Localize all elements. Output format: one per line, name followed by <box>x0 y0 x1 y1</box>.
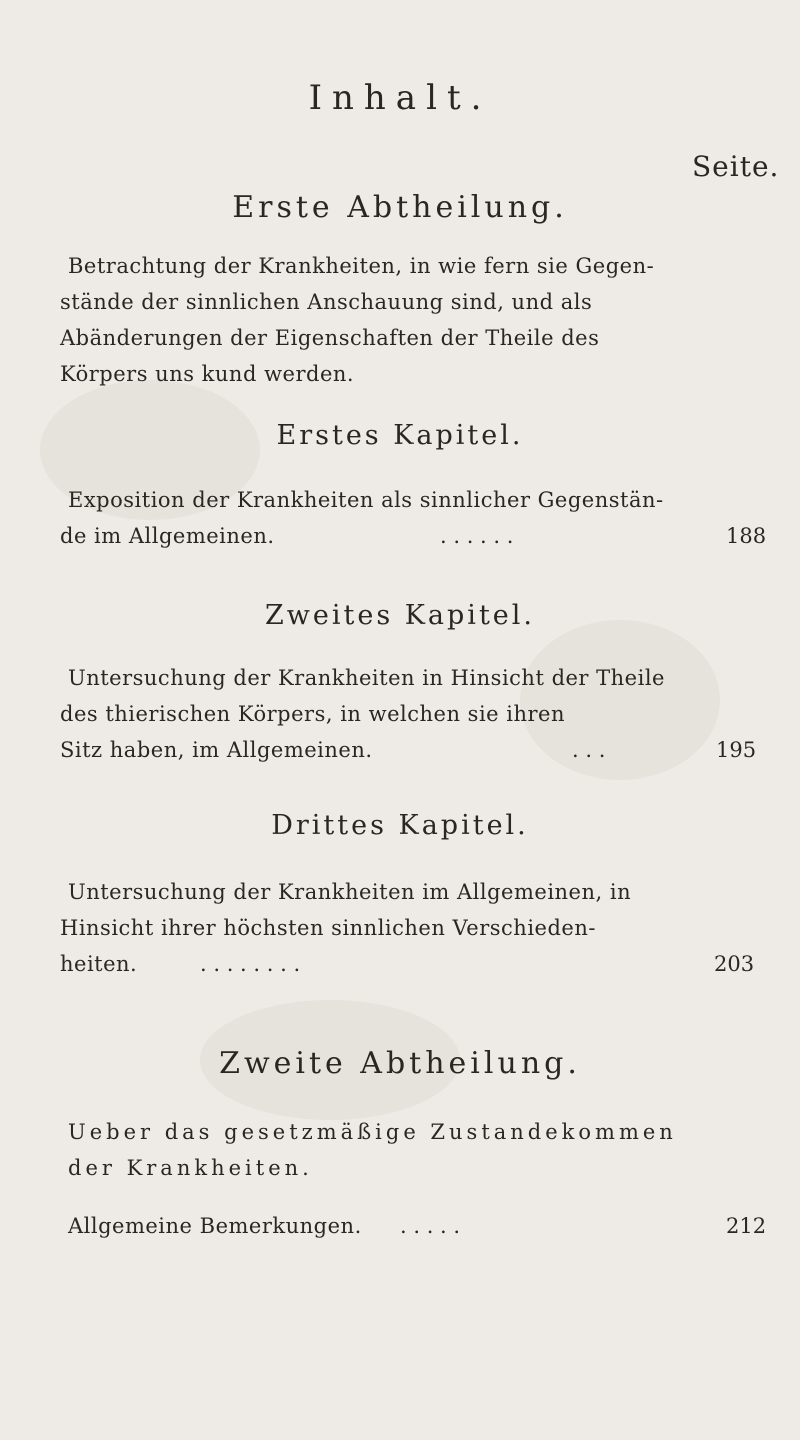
section-description-line: Körpers uns kund werden. <box>60 362 355 386</box>
chapter-title: Zweites Kapitel. <box>265 600 535 631</box>
section-subtitle-line: der Krankheiten. <box>68 1156 313 1180</box>
toc-entry-line: Untersuchung der Krankheiten in Hinsicht der Theile <box>68 666 665 690</box>
toc-entry-line: Exposition der Krankheiten als sinnlicher Gegenstän- <box>68 488 664 512</box>
toc-entry-line: heiten. <box>60 952 138 976</box>
page-number: 212 <box>726 1214 767 1238</box>
page-number: 188 <box>726 524 767 548</box>
page-column-label: Seite. <box>692 150 780 183</box>
toc-entry-line: Sitz haben, im Allgemeinen. <box>60 738 373 762</box>
section-description-line: stände der sinnlichen Anschauung sind, und als <box>60 290 593 314</box>
leader-dots: . . . . . . . . <box>200 952 301 976</box>
chapter-title: Erstes Kapitel. <box>276 420 524 451</box>
section-title: Erste Abtheilung. <box>232 190 568 225</box>
section-title: Zweite Abtheilung. <box>219 1046 581 1081</box>
page-number: 203 <box>714 952 755 976</box>
section-subtitle-line: Ueber das gesetzmäßige Zustandekommen <box>68 1120 677 1144</box>
toc-entry-line: Untersuchung der Krankheiten im Allgemeinen, in <box>68 880 632 904</box>
leader-dots: . . . . . <box>400 1214 461 1238</box>
page-number: 195 <box>716 738 757 762</box>
page-heading: Inhalt. <box>308 78 492 118</box>
toc-entry-line: de im Allgemeinen. <box>60 524 275 548</box>
section-description-line: Betrachtung der Krankheiten, in wie fern sie Gegen- <box>68 254 655 278</box>
toc-entry-line: Hinsicht ihrer höchsten sinnlichen Verschieden- <box>60 916 596 940</box>
section-description-line: Abänderungen der Eigenschaften der Theile des <box>60 326 600 350</box>
toc-entry-line: Allgemeine Bemerkungen. <box>68 1214 362 1238</box>
leader-dots: . . . . . . <box>440 524 514 548</box>
leader-dots: . . . <box>572 738 606 762</box>
paper-stain <box>520 620 720 780</box>
chapter-title: Drittes Kapitel. <box>271 810 529 841</box>
toc-entry-line: des thierischen Körpers, in welchen sie ihren <box>60 702 565 726</box>
